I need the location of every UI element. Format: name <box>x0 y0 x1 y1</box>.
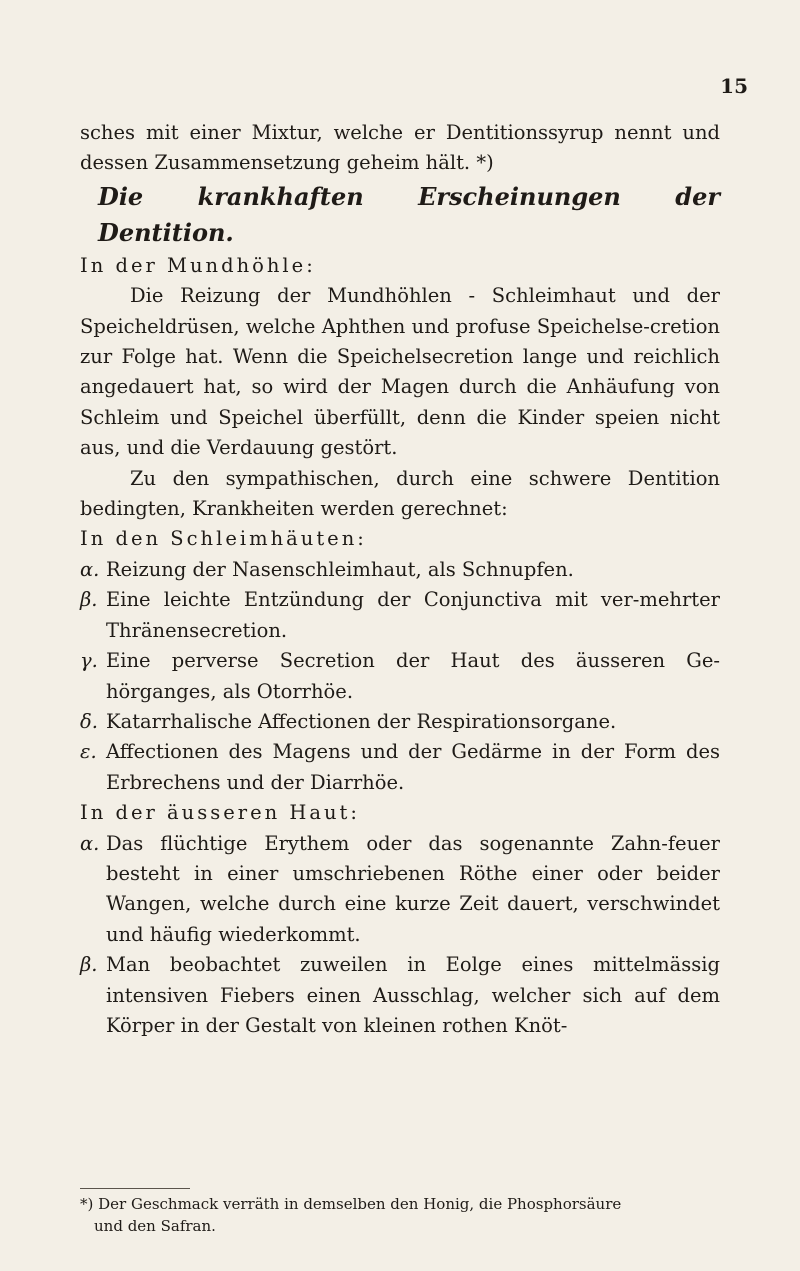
list-item-text: Reizung der Nasenschleimhaut, als Schnupfen. <box>106 557 574 581</box>
list-item-text: Eine leichte Entzündung der Conjunctiva mit ver-mehrter Thränensecretion. <box>106 588 720 642</box>
paragraph-mouth-1: Die Reizung der Mundhöhlen - Schleimhaut und der Speicheldrüsen, welche Aphthen und profuse Speichelse-cretion zur Folge hat. Wenn die Speichelsecretion lange und reichlich angedauert hat, so wird der Magen durch die Anhäufung von Schleim und Speichel überfüllt, denn die Kinder speien nicht aus, und die Verdauung gestört. <box>80 284 720 460</box>
list-marker: β. <box>80 588 98 612</box>
subsection-title-mucosa: In den Schleimhäuten: <box>80 527 367 551</box>
list-marker: β. <box>80 953 98 977</box>
list-item <box>80 829 720 951</box>
section-heading: Die krankhaften Erscheinungen der Dentition. <box>98 181 720 247</box>
footnote-line: *) Der Geschmack verräth in demselben den Honig, die Phosphorsäure <box>80 1195 622 1213</box>
list-mucosa <box>80 555 720 798</box>
page-number: 15 <box>720 74 748 98</box>
list-item <box>80 737 720 798</box>
list-item-text: Das flüchtige Erythem oder das sogenannte Zahn-feuer besteht in einer umschriebenen Röthe einer oder beider Wangen, welche durch eine kurze Zeit dauert, verschwindet und häufig wiederkommt. <box>106 831 720 946</box>
paragraph-mouth-2: Zu den sympathischen, durch eine schwere Dentition bedingten, Krankheiten werden gerechnet: <box>80 466 720 521</box>
list-item <box>80 646 720 707</box>
list-skin <box>80 829 720 1042</box>
list-marker: γ. <box>80 649 98 673</box>
list-item <box>80 585 720 646</box>
footnote <box>80 1193 720 1237</box>
list-item-text: Katarrhalische Affectionen der Respirationsorgane. <box>106 709 617 733</box>
subsection-title-skin: In der äusseren Haut: <box>80 801 360 825</box>
paragraph-intro: sches mit einer Mixtur, welche er Dentitionssyrup nennt und dessen Zusammensetzung geheim hält. *) <box>80 121 720 175</box>
list-marker: ε. <box>80 740 97 764</box>
subsection-title-mouth: In der Mundhöhle: <box>80 253 316 277</box>
list-item-text: Affectionen des Magens und der Gedärme in der Form des Erbrechens und der Diarrhöe. <box>106 740 720 794</box>
list-item <box>80 707 720 737</box>
list-item <box>80 950 720 1041</box>
list-marker: δ. <box>80 709 98 733</box>
footnote-line: und den Safran. <box>94 1217 216 1235</box>
list-item-text: Man beobachtet zuweilen in Eolge eines mittelmässig intensiven Fiebers einen Ausschlag, welcher sich auf dem Körper in der Gestalt von kleinen rothen Knöt- <box>106 953 720 1037</box>
body-text <box>80 118 720 1041</box>
footnote-divider <box>80 1188 190 1189</box>
list-marker: α. <box>80 557 100 581</box>
list-item <box>80 555 720 585</box>
list-item-text: Eine perverse Secretion der Haut des äusseren Ge-hörganges, als Otorrhöe. <box>106 649 720 703</box>
list-marker: α. <box>80 831 100 855</box>
